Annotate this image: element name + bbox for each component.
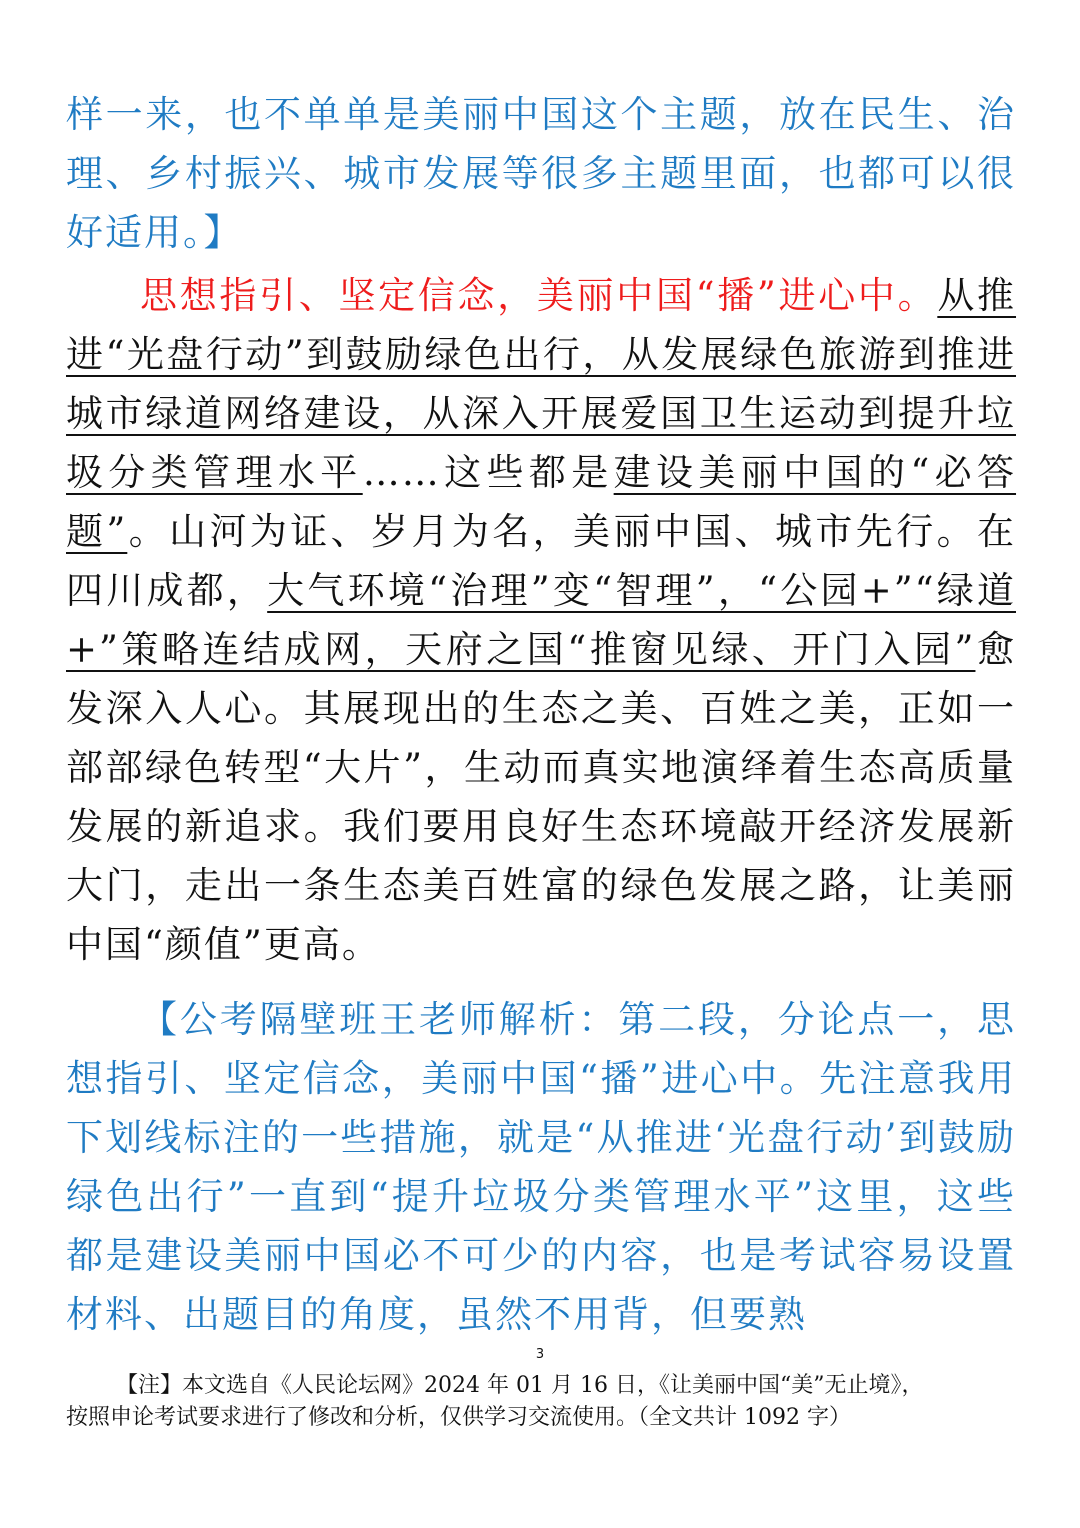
underlined-chengdu-example: 大气环境“治理”变“智理”，“公园+”“绿道+”策略连结成网，天府之国“推窗见绿、开门入园” [66, 569, 1016, 671]
commentary-paragraph-continued [66, 85, 1016, 262]
page-number: 3 [535, 1347, 545, 1362]
section-heading: 思想指引、坚定信念，美丽中国“播”进心中。 [140, 274, 938, 317]
commentary-paragraph [66, 990, 1016, 1344]
underlined-must-answer: 建设美丽中国的“必答题” [66, 451, 1017, 553]
body-text: 。山河为证、岁月为名，美丽中国、城市先行。在四川成都， [66, 510, 1016, 612]
footnote [66, 1370, 1026, 1434]
body-text: ……这些都是 [362, 451, 614, 494]
commentary-text: 【公考隔壁班王老师解析：第二段，分论点一，思想指引、坚定信念，美丽中国“播”进心中。先注意我用下划线标注的一些措施，就是“从推进‘光盘行动’到鼓励绿色出行”一直到“提升垃圾分类管理水平”这里，这些都是建设美丽中国必不可少的内容，也是考试容易设置材料、出题目的角度，虽然不用背，但要熟 [66, 998, 1016, 1336]
underlined-measures: 从推进“光盘行动”到鼓励绿色出行，从发展绿色旅游到推进城市绿道网络建设，从深入开展爱国卫生运动到提升垃圾分类管理水平 [66, 274, 1017, 494]
footnote-line-2: 按照申论考试要求进行了修改和分析，仅供学习交流使用。（全文共计 1092 字） [66, 1405, 851, 1430]
commentary-text: 样一来，也不单单是美丽中国这个主题，放在民生、治理、乡村振兴、城市发展等很多主题里面，也都可以很好适用。】 [66, 93, 1016, 254]
body-text: 愈发深入人心。其展现出的生态之美、百姓之美，正如一部部绿色转型“大片”，生动而真实地演绎着生态高质量发展的新追求。我们要用良好生态环境敲开经济发展新大门，走出一条生态美百姓富的绿色发展之路，让美丽中国“颜值”更高。 [66, 628, 1017, 966]
footnote-line-1: 【注】本文选自《人民论坛网》2024 年 01 月 16 日，《让美丽中国“美”无止境》， [116, 1373, 924, 1398]
body-paragraph [66, 266, 1016, 974]
